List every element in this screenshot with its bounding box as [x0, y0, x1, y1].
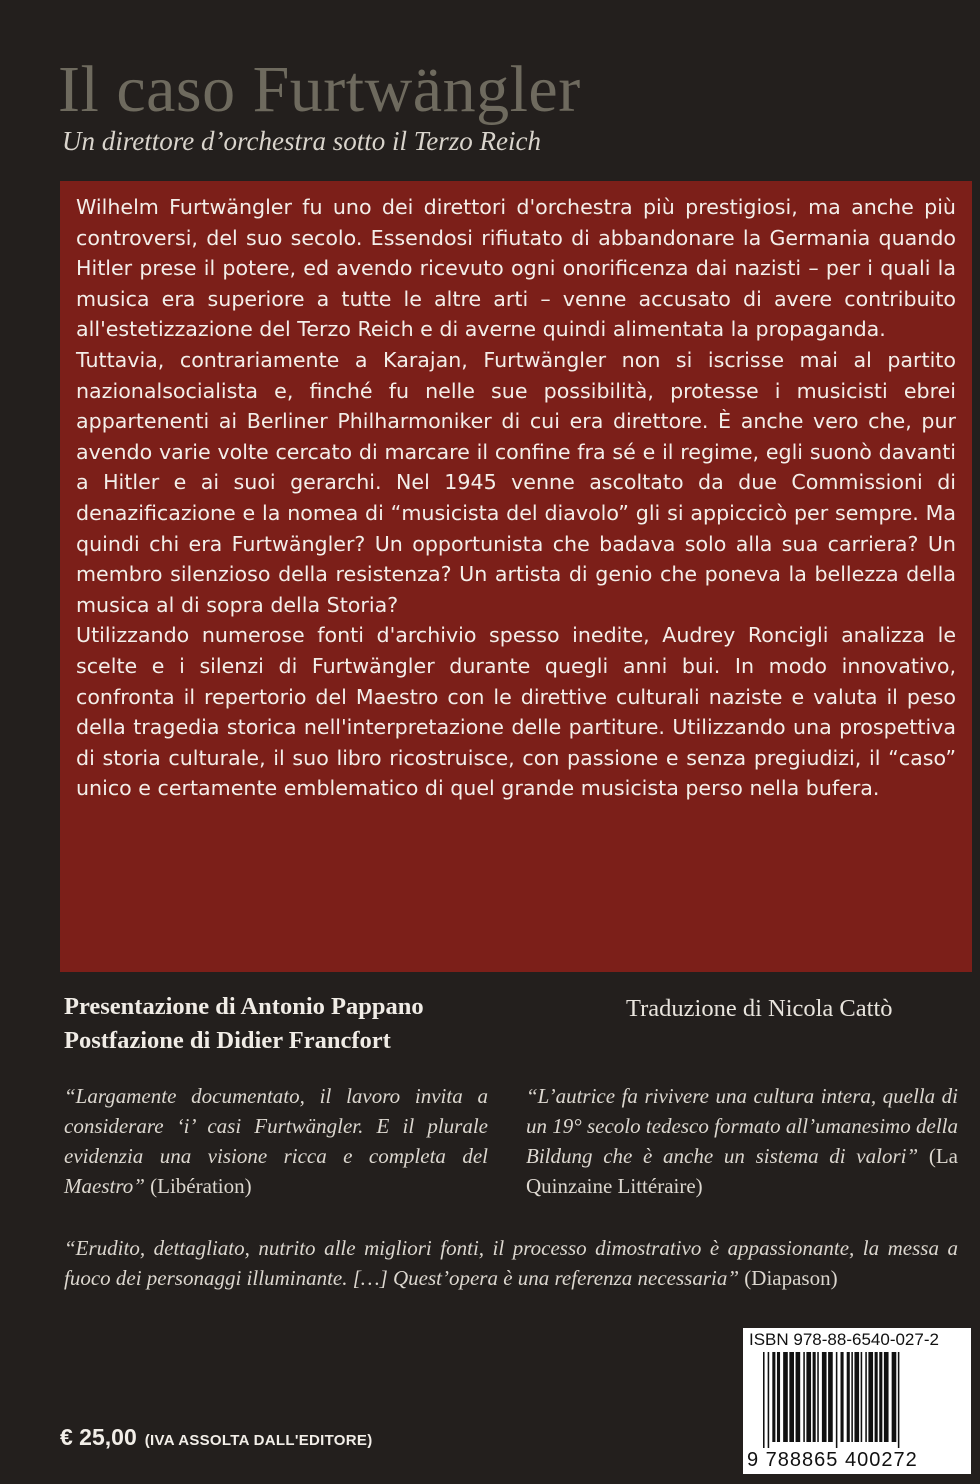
- barcode-bar: [806, 1352, 811, 1442]
- barcode-bar: [777, 1352, 780, 1442]
- isbn-label: ISBN 978-88-6540-027-2: [749, 1330, 939, 1349]
- quote-source: (La Quinzaine Littéraire): [526, 1144, 959, 1198]
- price-amount: € 25,00: [60, 1424, 137, 1450]
- price: [60, 1424, 373, 1451]
- book-subtitle: Un direttore d’orchestra sotto il Terzo Reich: [62, 126, 541, 156]
- price-note: (IVA ASSOLTA DALL'EDITORE): [144, 1432, 373, 1449]
- barcode-bar: [828, 1352, 833, 1442]
- isbn-barcode-box: [743, 1328, 971, 1474]
- barcode-bar: [868, 1352, 873, 1442]
- review-quote: [64, 1233, 958, 1293]
- review-quote: [526, 1081, 958, 1201]
- barcode-bar: [789, 1352, 794, 1442]
- barcode-bar: [783, 1352, 788, 1442]
- barcode-bar: [892, 1352, 897, 1442]
- review-quote: [64, 1081, 488, 1201]
- barcode-bar: [861, 1352, 863, 1442]
- barcode-bar: [851, 1352, 853, 1442]
- quote-text: “Largamente documentato, il lavoro invita a considerare ‘i’ casi Furtwängler. E il plurale evidenzia una visione ricca e completa del Maestro”: [64, 1084, 488, 1198]
- description-paragraph: Utilizzando numerose fonti d'archivio spesso inedite, Audrey Roncigli analizza le scelte e i silenzi di Furtwängler durante quegli anni bui. In modo innovativo, confronta il repertorio del Maestro con le direttive culturali naziste e valuta il peso della tragedia storica nell'interpretazione delle partiture. Utilizzando una prospettiva di storia culturale, il suo libro ricostruisce, con passione e senza pregiudizi, il “caso” unico e certamente emblematico di quel grande musicista perso nella bufera.: [76, 623, 956, 801]
- barcode-bar: [822, 1352, 827, 1442]
- barcode-bar: [763, 1352, 765, 1448]
- barcode-bar: [803, 1352, 805, 1442]
- description-text: [76, 192, 956, 804]
- book-title: Il caso Furtwängler: [58, 53, 581, 126]
- barcode-bar: [879, 1352, 882, 1442]
- barcode-bar: [884, 1352, 889, 1442]
- description-paragraph: Wilhelm Furtwängler fu uno dei direttori d'orchestra più prestigiosi, ma anche più controversi, del suo secolo. Essendosi rifiutato di abbandonare la Germania quando Hitler prese il potere, ed avendo ricevuto ogni onorificenza dai nazisti – per i quali la musica era superiore a tutte le altre arti – venne accusato di avere contribuito all'estetizzazione del Terzo Reich e di averne quindi alimentata la propaganda.: [76, 195, 956, 342]
- quote-source: (Diapason): [744, 1266, 838, 1290]
- barcode-bar: [898, 1352, 900, 1448]
- barcode-bar: [817, 1352, 819, 1442]
- barcode-bar: [768, 1352, 770, 1448]
- barcode-bar: [875, 1352, 878, 1442]
- barcode-bar: [772, 1352, 775, 1442]
- description-panel: [60, 181, 972, 972]
- quote-text: “Erudito, dettagliato, nutrito alle migliori fonti, il processo dimostrativo è appassionante, la messa a fuoco dei personaggi illuminante. […] Quest’opera è una referenza necessaria”: [64, 1236, 958, 1290]
- barcode-bar: [836, 1352, 838, 1448]
- quote-text: “L’autrice fa rivivere una cultura intera, quella di un 19° secolo tedesco formato all’umanesimo della Bildung che è anche un sistema di valori”: [526, 1084, 958, 1168]
- barcode-bar: [847, 1352, 850, 1442]
- barcode-bar: [813, 1352, 816, 1442]
- translation-credit: Traduzione di Nicola Cattò: [626, 995, 893, 1022]
- barcode-bar: [854, 1352, 859, 1442]
- description-paragraph: Tuttavia, contrariamente a Karajan, Furtwängler non si iscrisse mai al partito nazionalsocialista e, finché fu nelle sue possibilità, protesse i musicisti ebrei appartenenti ai Berliner Philharmoniker di cui era direttore. È anche vero che, pur avendo varie volte cercato di marcare il confine fra sé e il regime, egli suonò davanti a Hitler e ai suoi gerarchi. Nel 1945 venne ascoltato da due Commissioni di denazificazione e la nomea di “musicista del diavolo” gli si appiccicò per sempre. Ma quindi chi era Furtwängler? Un opportunista che badava solo alla sua carriera? Un membro silenzioso della resistenza? Un artista di genio che poneva la bellezza della musica al di sopra della Storia?: [76, 347, 956, 617]
- presentation-credit: Presentazione di Antonio Pappano: [64, 993, 424, 1020]
- barcode-bar: [796, 1352, 801, 1442]
- barcode-digits: 9 788865 400272: [747, 1449, 918, 1471]
- barcode-bar: [841, 1352, 844, 1442]
- barcode: [761, 1352, 965, 1448]
- barcode-bar: [865, 1352, 867, 1442]
- postface-credit: Postfazione di Didier Francfort: [64, 1027, 391, 1054]
- quote-source: (Libération): [150, 1174, 252, 1198]
